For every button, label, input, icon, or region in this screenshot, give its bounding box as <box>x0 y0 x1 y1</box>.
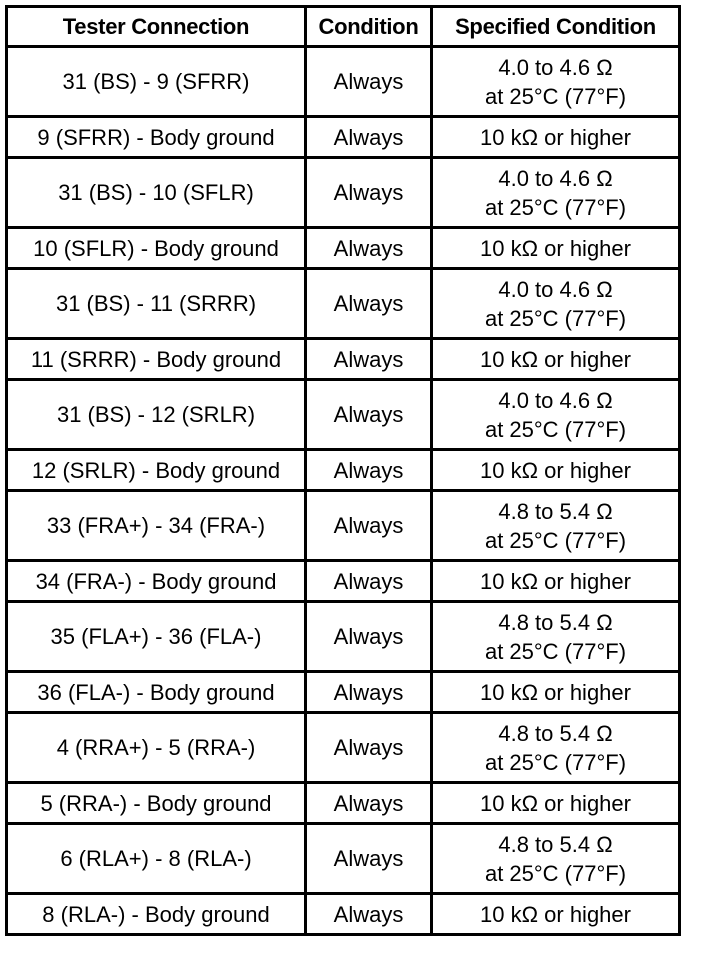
tester-connection-cell: 8 (RLA-) - Body ground <box>7 894 306 935</box>
specified-condition-cell <box>432 117 680 158</box>
spec-line: at 25°C (77°F) <box>484 305 627 331</box>
condition-cell: Always <box>306 47 432 117</box>
tester-connection-cell: 5 (RRA-) - Body ground <box>7 783 306 824</box>
specified-condition-cell <box>432 894 680 935</box>
spec-line: 10 kΩ or higher <box>480 346 631 372</box>
spec-line: 10 kΩ or higher <box>480 790 631 816</box>
spec-line: 4.8 to 5.4 Ω <box>498 498 613 524</box>
tester-connection-cell: 36 (FLA-) - Body ground <box>7 672 306 713</box>
spec-line: at 25°C (77°F) <box>484 638 627 664</box>
specified-condition-cell <box>432 228 680 269</box>
tester-connection-cell: 31 (BS) - 10 (SFLR) <box>7 158 306 228</box>
condition-cell: Always <box>306 783 432 824</box>
tester-connection-cell: 31 (BS) - 12 (SRLR) <box>7 380 306 450</box>
specified-condition-cell <box>432 602 680 672</box>
specified-condition-cell <box>432 783 680 824</box>
condition-cell: Always <box>306 894 432 935</box>
condition-cell: Always <box>306 158 432 228</box>
spec-line: 4.0 to 4.6 Ω <box>498 54 613 80</box>
spec-line: 4.8 to 5.4 Ω <box>498 831 613 857</box>
tester-connection-cell: 10 (SFLR) - Body ground <box>7 228 306 269</box>
table-row <box>7 783 680 824</box>
spec-line: at 25°C (77°F) <box>484 194 627 220</box>
tester-connection-cell: 31 (BS) - 11 (SRRR) <box>7 269 306 339</box>
table-row <box>7 602 680 672</box>
spec-line: at 25°C (77°F) <box>484 527 627 553</box>
condition-cell: Always <box>306 228 432 269</box>
condition-cell: Always <box>306 269 432 339</box>
header-condition: Condition <box>306 7 432 47</box>
table-row <box>7 117 680 158</box>
tester-connection-cell: 35 (FLA+) - 36 (FLA-) <box>7 602 306 672</box>
specified-condition-cell <box>432 561 680 602</box>
tester-connection-cell: 34 (FRA-) - Body ground <box>7 561 306 602</box>
spec-line: 10 kΩ or higher <box>480 679 631 705</box>
specified-condition-cell <box>432 269 680 339</box>
specified-condition-cell <box>432 713 680 783</box>
table-row <box>7 672 680 713</box>
table-row <box>7 228 680 269</box>
resistance-spec-table <box>5 5 681 936</box>
table-row <box>7 339 680 380</box>
condition-cell: Always <box>306 380 432 450</box>
table-row <box>7 894 680 935</box>
tester-connection-cell: 31 (BS) - 9 (SFRR) <box>7 47 306 117</box>
tester-connection-cell: 9 (SFRR) - Body ground <box>7 117 306 158</box>
tester-connection-cell: 11 (SRRR) - Body ground <box>7 339 306 380</box>
table-body <box>7 47 680 935</box>
condition-cell: Always <box>306 602 432 672</box>
condition-cell: Always <box>306 117 432 158</box>
condition-cell: Always <box>306 713 432 783</box>
table-row <box>7 380 680 450</box>
specified-condition-cell <box>432 339 680 380</box>
spec-line: 10 kΩ or higher <box>480 124 631 150</box>
specified-condition-cell <box>432 47 680 117</box>
tester-connection-cell: 6 (RLA+) - 8 (RLA-) <box>7 824 306 894</box>
table-row <box>7 824 680 894</box>
spec-line: 10 kΩ or higher <box>480 568 631 594</box>
spec-line: 4.0 to 4.6 Ω <box>498 387 613 413</box>
header-row <box>7 7 680 47</box>
condition-cell: Always <box>306 824 432 894</box>
condition-cell: Always <box>306 491 432 561</box>
header-tester-connection: Tester Connection <box>7 7 306 47</box>
table-row <box>7 450 680 491</box>
spec-line: at 25°C (77°F) <box>484 83 627 109</box>
spec-line: 10 kΩ or higher <box>480 235 631 261</box>
condition-cell: Always <box>306 561 432 602</box>
spec-line: 10 kΩ or higher <box>480 457 631 483</box>
specified-condition-cell <box>432 491 680 561</box>
specified-condition-cell <box>432 824 680 894</box>
specified-condition-cell <box>432 672 680 713</box>
spec-line: 4.8 to 5.4 Ω <box>498 609 613 635</box>
table-row <box>7 158 680 228</box>
table-row <box>7 561 680 602</box>
spec-line: 10 kΩ or higher <box>480 901 631 927</box>
specified-condition-cell <box>432 158 680 228</box>
spec-line: 4.0 to 4.6 Ω <box>498 165 613 191</box>
table-row <box>7 713 680 783</box>
condition-cell: Always <box>306 672 432 713</box>
condition-cell: Always <box>306 450 432 491</box>
tester-connection-cell: 33 (FRA+) - 34 (FRA-) <box>7 491 306 561</box>
spec-line: at 25°C (77°F) <box>484 860 627 886</box>
table-row <box>7 47 680 117</box>
spec-line: at 25°C (77°F) <box>484 416 627 442</box>
spec-line: 4.0 to 4.6 Ω <box>498 276 613 302</box>
tester-connection-cell: 4 (RRA+) - 5 (RRA-) <box>7 713 306 783</box>
table-row <box>7 491 680 561</box>
condition-cell: Always <box>306 339 432 380</box>
table-row <box>7 269 680 339</box>
header-specified-condition: Specified Condition <box>432 7 680 47</box>
spec-line: at 25°C (77°F) <box>484 749 627 775</box>
specified-condition-cell <box>432 380 680 450</box>
specified-condition-cell <box>432 450 680 491</box>
tester-connection-cell: 12 (SRLR) - Body ground <box>7 450 306 491</box>
spec-line: 4.8 to 5.4 Ω <box>498 720 613 746</box>
